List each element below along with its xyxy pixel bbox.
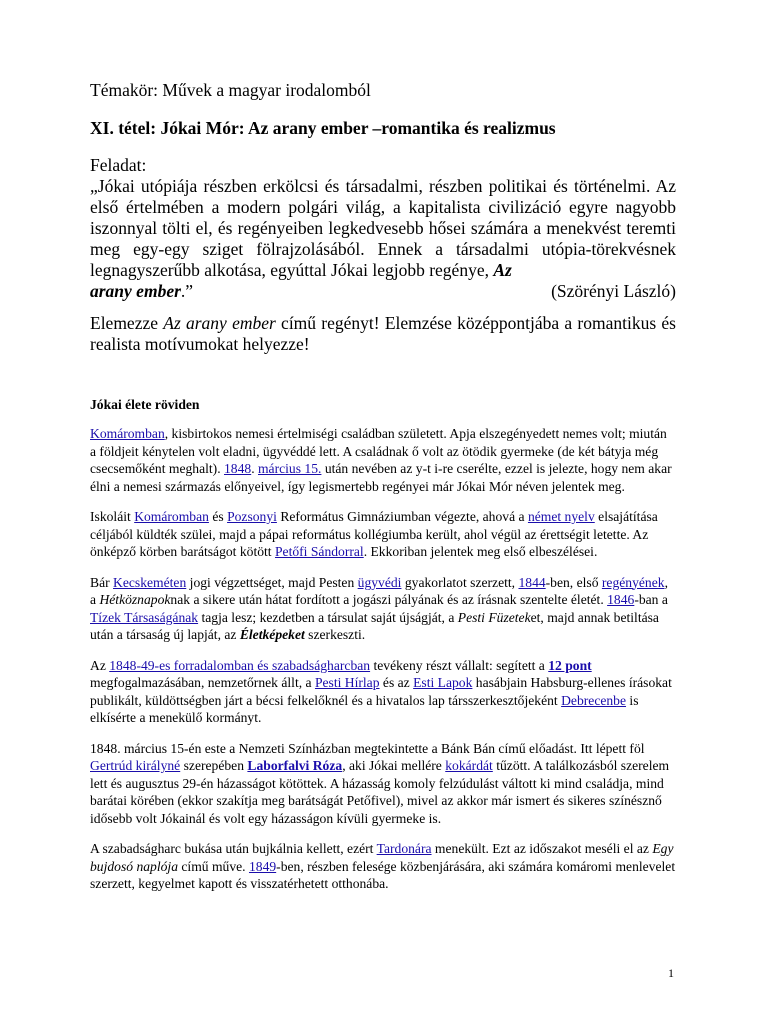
link-gertrud[interactable]: Gertrúd királyné	[90, 758, 181, 773]
text: tevékeny részt vállalt: segített a	[370, 657, 549, 673]
text: et, majd annak betiltása után a társaság új lapját, az	[90, 609, 659, 642]
text: , aki Jókai mellére	[342, 758, 446, 773]
task-quote	[90, 176, 676, 302]
link-ugyvedi[interactable]: ügyvédi	[357, 574, 402, 590]
link-komarom[interactable]: Komáromban	[90, 426, 165, 441]
text: 1848. március 15-én este a Nemzeti Színházban megtekintette a Bánk Bán című előadást. Itt lépett föl	[90, 740, 645, 756]
page-number: 1	[668, 966, 674, 980]
link-kokarda[interactable]: kokárdát	[445, 758, 493, 773]
link-1846[interactable]: 1846	[607, 592, 635, 607]
paragraph-5	[90, 740, 676, 828]
link-1848[interactable]: 1848	[224, 461, 252, 476]
link-tizek[interactable]: Tízek Társaságának	[90, 609, 199, 625]
text: A szabadságharc bukása után bujkálnia kellett, ezért	[90, 841, 377, 856]
instruction-post: című regényt! Elemzése középpontjába a romantikus és realista motívumokat helyezze!	[90, 313, 676, 354]
text: és az	[379, 675, 414, 690]
link-komarom-2[interactable]: Komáromban	[134, 509, 209, 524]
tetel-heading: XI. tétel: Jókai Mór: Az arany ember –romantika és realizmus	[90, 118, 556, 138]
quote-author: (Szörényi László)	[551, 281, 676, 301]
italic-hetkoznapok: Hétköznapok	[99, 592, 171, 607]
text: -ben, részben felesége közbenjárására, aki számára komáromi menlevelet szerzett, kegyelmet kapott és visszatérhetett otthonába.	[90, 858, 676, 891]
paragraph-6	[90, 840, 676, 893]
paragraph-1	[90, 425, 676, 495]
topic-heading: Témakör: Művek a magyar irodalomból	[90, 80, 371, 100]
link-esti-lapok[interactable]: Esti Lapok	[413, 675, 473, 690]
document-page	[90, 80, 676, 906]
quote-close: .”	[180, 281, 194, 301]
link-1844[interactable]: 1844	[518, 574, 546, 590]
quote-title-1: Az	[493, 260, 512, 280]
link-kecskemet[interactable]: Kecskeméten	[113, 574, 187, 590]
text: nak a sikere után hátat fordított a jogászi pályának és az írásnak szentelte életét.	[170, 592, 608, 607]
paragraph-2	[90, 508, 676, 561]
text: -ban a	[634, 592, 668, 607]
text: .	[251, 461, 258, 476]
paragraph-4	[90, 657, 676, 727]
link-tardona[interactable]: Tardonára	[376, 841, 432, 856]
link-nemet-nyelv[interactable]: német nyelv	[527, 509, 595, 524]
link-debrecen[interactable]: Debrecenbe	[561, 692, 627, 708]
text: , a	[90, 574, 668, 607]
link-regeny[interactable]: regényének	[601, 574, 665, 590]
link-pozsony[interactable]: Pozsonyi	[227, 509, 277, 524]
instruction-title: Az arany ember	[163, 313, 276, 333]
quote-title-2: arany ember	[90, 281, 181, 301]
text: után nevében az y-t i-re cserélte, ezzel is jelezte, hogy nem akar élni a nemesi származás előnyeivel, így legismertebb regényei már Jókai Mór néven jelentek meg.	[90, 461, 672, 494]
bold-italic-eletkepek: Életképeket	[239, 627, 305, 642]
text: Iskoláit	[90, 509, 135, 524]
link-1849[interactable]: 1849	[248, 858, 277, 874]
text: megfogalmazásában, nemzetőrnek állt, a	[90, 675, 315, 690]
text: menekült. Ezt az időszakot meséli el az	[431, 841, 653, 856]
text: és	[208, 509, 228, 524]
section-title: Jókai élete röviden	[90, 397, 200, 412]
italic-pesti-fuzetek: Pesti Füzetek	[457, 609, 531, 625]
italic-bujdoso-naploja: Egy bujdosó naplója	[90, 841, 674, 874]
link-forradalom[interactable]: 1848-49-es forradalomban és szabadságharcban	[109, 657, 371, 673]
text: Bár	[90, 574, 114, 590]
text: jogi végzettséget, majd Pesten	[186, 574, 358, 590]
link-laborfalvi[interactable]: Laborfalvi Róza	[247, 758, 343, 773]
text: tagja lesz; kezdetben a társulat saját újságját, a	[198, 609, 458, 625]
link-12-pont[interactable]: 12 pont	[548, 657, 592, 673]
text: tűzött. A találkozásból szerelem lett és augusztus 29-én házasságot kötöttek. A házasság komoly felzúdulást váltott ki mind családja, mind barátai körében (ekkor szakítja meg barátságát Petőfivel), mivel az akkor már ismert és sikeres színésznő idősebb volt Jókainál és volt egy házasságon kívüli gyermeke is.	[90, 758, 670, 826]
text: is elkísérte a menekülő kormányt.	[90, 692, 639, 725]
text: elsajátítása céljából küldték szülei, majd a pápai református kollégiumba került, ahol végül az érettségit letette. Az önképző körben barátságot kötött	[90, 509, 658, 559]
text: gyakorlatot szerzett,	[401, 574, 519, 590]
paragraph-3	[90, 574, 676, 644]
text: szerepében	[180, 758, 248, 773]
text: szerkeszti.	[304, 627, 366, 642]
text: című műve.	[178, 858, 249, 874]
link-pesti-hirlap[interactable]: Pesti Hírlap	[314, 675, 380, 690]
text: -ben, első	[545, 574, 602, 590]
text: Az	[90, 657, 110, 673]
quote-body: „Jókai utópiája részben erkölcsi és társadalmi, részben politikai és történelmi. Az első értelmében a modern polgári világ, a kapitalista civilizáció egyre nagyobb iszonnyal tölti el, és regényeiben legkedvesebb hősei számára a menekvést teremti meg egy-egy sziget fölrajzolásából. Ennek a társadalmi utópia-törekvésnek legnagyszerűbb alkotása, egyúttal Jókai legjobb regénye,	[90, 176, 676, 280]
text: hasábjain Habsburg-ellenes írásokat publikált, küldöttségben járt a bécsi felkelőknél és a hivatalos lap társszerkesztőjeként	[90, 675, 672, 708]
instruction-pre: Elemezze	[90, 313, 164, 333]
text: . Ekkoriban jelentek meg első elbeszélései.	[363, 544, 598, 559]
text: Református Gimnáziumban végezte, ahová a	[276, 509, 528, 524]
text: , kisbirtokos nemesi értelmiségi családban született. Apja elszegényedett nemes volt; miután a földjeit kénytelen volt eladni, ügyvéddé lett. A családnak ő volt az ötödik gyermeke (de két bátyja még csecsemőként meghalt).	[90, 426, 667, 476]
task-instruction	[90, 313, 676, 355]
task-label: Feladat:	[90, 155, 147, 175]
link-marcius-15[interactable]: március 15.	[257, 461, 322, 476]
link-petofi[interactable]: Petőfi Sándorral	[274, 544, 364, 559]
